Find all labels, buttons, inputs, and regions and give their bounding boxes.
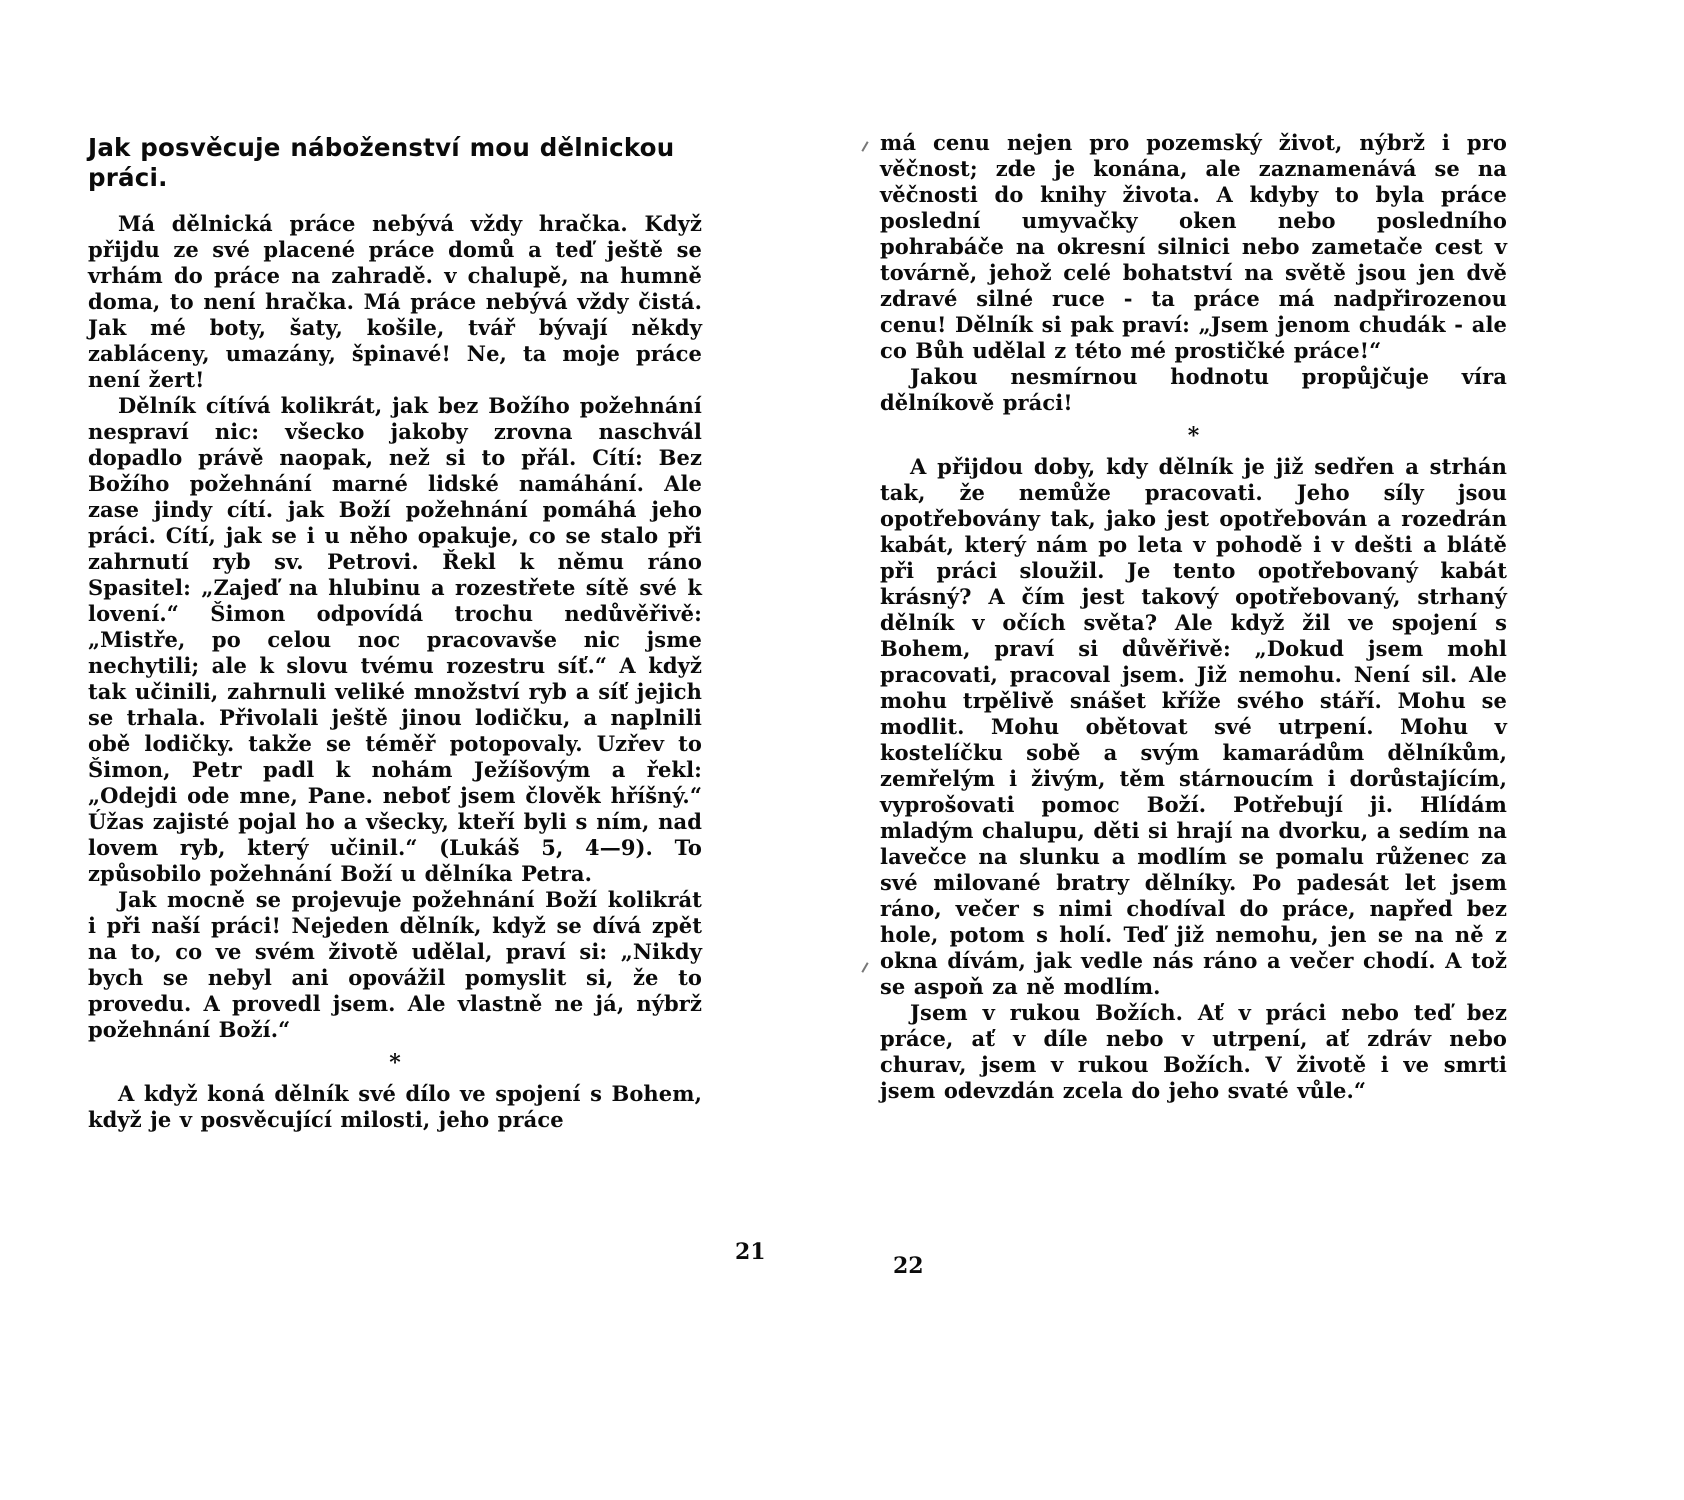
paragraph: Dělník cítívá kolikrát, jak bez Božího požehnání nespraví nic: všecko jakoby zrovna naschvál dopadlo právě naopak, než si to přál. Cítí: Bez Božího požehnání marné lidské namáhání. Ale zase jindy cítí. jak Boží požehnání pomáhá jeho práci. Cítí, jak se i u něho opakuje, co se stalo při zahrnutí ryb sv. Petrovi. Řekl k němu ráno Spasitel: „Zajeď na hlubinu a rozestřete sítě své k lovení.“ Šimon odpovídá trochu nedůvěřivě: „Mistře, po celou noc pracovavše nic jsme nechytili; ale k slovu tvému rozestru síť.“ A když tak učinili, zahrnuli veliké množství ryb a síť jejich se trhala. Přivolali ještě jinou lodičku, a naplnili obě lodičky. takže se téměř potopovaly. Uzřev to Šimon, Petr padl k nohám Ježíšovým a řekl: „Odejdi ode mne, Pane. neboť jsem člověk hříšný.“ Úžas zajisté pojal ho a všecky, kteří byli s ním, nad lovem ryb, který učinil.“ (Lukáš 5, 4—9). To způsobilo požehnání Boží u dělníka Petra.	[88, 393, 702, 886]
scan-artifact-mark	[861, 962, 868, 973]
section-separator-asterisk: *	[389, 1050, 401, 1076]
paragraph: Má dělnická práce nebývá vždy hračka. Když přijdu ze své placené práce domů a teď ještě se vrhám do práce na zahradě. v chalupě, na humně doma, to není hračka. Má práce nebývá vždy čistá. Jak mé boty, šaty, košile, tvář bývají někdy zabláceny, umazány, špinavé! Ne, ta moje práce není žert!	[88, 211, 702, 392]
paragraph: Jak mocně se projevuje požehnání Boží kolikrát i při naší práci! Nejeden dělník, když se dívá zpět na to, co ve svém životě udělal, praví si: „Nikdy bych se nebyl ani opovážil pomyslit si, že to provedu. A provedl jsem. Ale vlastně ne já, nýbrž požehnání Boží.“	[88, 887, 702, 1042]
section-separator-asterisk: *	[1187, 423, 1200, 449]
page-number-left: 21	[735, 1239, 766, 1265]
paragraph: A když koná dělník své dílo ve spojení s Bohem, když je v posvěcující milosti, jeho práce	[88, 1081, 702, 1132]
paragraph: má cenu nejen pro pozemský život, nýbrž i pro věčnost; zde je konána, ale zaznamenává se na věčnosti do knihy života. A kdyby to byla práce poslední umyvačky oken nebo posledního pohrabáče na okresní silnici nebo zametače cest v továrně, jehož celé bohatství na světě jsou jen dvě zdravé silné ruce - ta práce má nadpřirozenou cenu! Dělník si pak praví: „Jsem jenom chudák - ale co Bůh udělal z této mé prostičké práce!“	[880, 130, 1507, 363]
scan-artifact-mark	[861, 141, 868, 152]
page-right-text-column	[880, 130, 1507, 1104]
paragraph: A přijdou doby, kdy dělník je již sedřen a strhán tak, že nemůže pracovati. Jeho síly jsou opotřebovány tak, jako jest opotřebován a rozedrán kabát, který nám po leta v pohodě i v dešti a blátě při práci sloužil. Je tento opotřebovaný kabát krásný? A čím jest takový opotřebovaný, strhaný dělník v očích světa? Ale když žil ve spojení s Bohem, praví si důvěřivě: „Dokud jsem mohl pracovati, pracoval jsem. Již nemohu. Není sil. Ale mohu trpělivě snášet kříže svého stáří. Mohu se modlit. Mohu obětovat své utrpení. Mohu v kostelíčku sobě a svým kamarádům dělníkům, zemřelým i živým, těm stárnoucím i dorůstajícím, vyprošovati pomoc Boží. Potřebují ji. Hlídám mladým chalupu, děti si hrají na dvorku, a sedím na lavečce na slunku a modlím se pomalu růženec za své milované bratry dělníky. Po padesát let jsem ráno, večer s nimi chodíval do práce, napřed bez hole, potom s holí. Teď již nemohu, jen se na ně z okna dívám, jak vedle nás ráno a večer chodí. A tož se aspoň za ně modlím.	[880, 454, 1507, 999]
paragraph: Jakou nesmírnou hodnotu propůjčuje víra dělníkově práci!	[880, 364, 1507, 415]
page-number-right: 22	[893, 1253, 924, 1279]
paragraph: Jsem v rukou Božích. Ať v práci nebo teď bez práce, ať v díle nebo v utrpení, ať zdráv nebo churav, jsem v rukou Božích. V životě i ve smrti jsem odevzdán zcela do jeho svaté vůle.“	[880, 1000, 1507, 1103]
article-heading: Jak posvěcuje náboženství mou dělnickou práci.	[88, 133, 675, 192]
page-left-text-column	[88, 133, 702, 1133]
